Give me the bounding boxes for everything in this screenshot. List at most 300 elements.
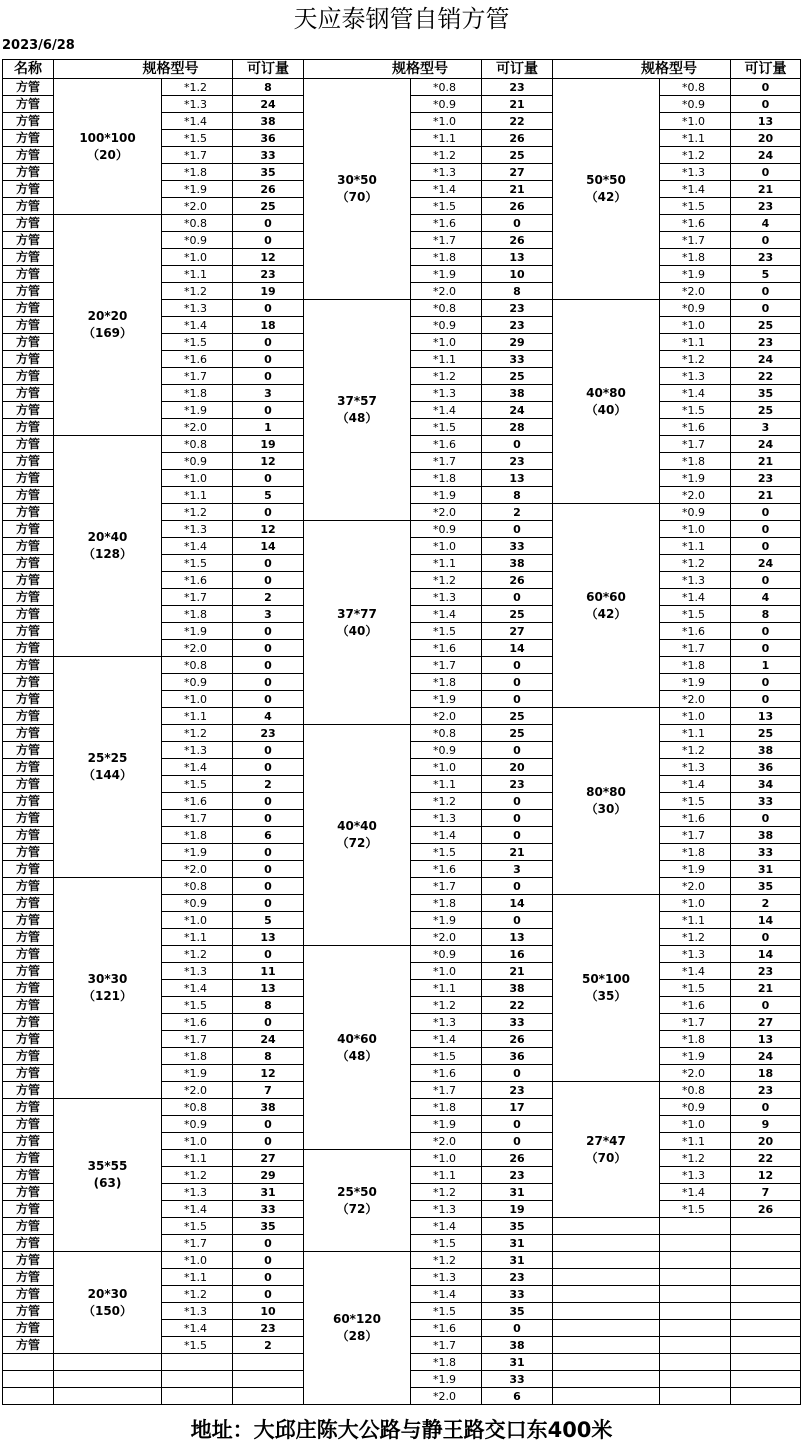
- quantity-cell: 0: [482, 810, 553, 827]
- size-group-label: [54, 436, 162, 657]
- item-name-cell: 方管: [3, 1082, 54, 1099]
- quantity-cell: 26: [482, 198, 553, 215]
- quantity-cell: 6: [482, 1388, 553, 1405]
- thickness-cell: *1.7: [411, 232, 482, 249]
- empty-cell: [553, 1235, 660, 1252]
- thickness-cell: *1.6: [411, 640, 482, 657]
- empty-cell: [553, 1269, 660, 1286]
- item-name-cell: 方管: [3, 538, 54, 555]
- item-name-cell: 方管: [3, 164, 54, 181]
- quantity-cell: 17: [482, 1099, 553, 1116]
- item-name-cell: 方管: [3, 1099, 54, 1116]
- thickness-cell: *1.1: [660, 912, 731, 929]
- address-distance: 400: [547, 1418, 592, 1442]
- thickness-cell: *0.9: [411, 521, 482, 538]
- item-name-cell: 方管: [3, 385, 54, 402]
- quantity-cell: 0: [233, 351, 304, 368]
- thickness-cell: *1.8: [411, 895, 482, 912]
- thickness-cell: *1.3: [162, 96, 233, 113]
- thickness-cell: *1.9: [162, 623, 233, 640]
- quantity-cell: 23: [731, 334, 801, 351]
- thickness-cell: *1.8: [162, 1048, 233, 1065]
- thickness-cell: *1.4: [411, 402, 482, 419]
- thickness-cell: *1.5: [162, 1218, 233, 1235]
- size-label: 40*40: [337, 819, 377, 833]
- thickness-cell: *0.8: [660, 1082, 731, 1099]
- quantity-cell: 11: [233, 963, 304, 980]
- item-name-cell: 方管: [3, 555, 54, 572]
- thickness-cell: *1.2: [162, 725, 233, 742]
- thickness-cell: *1.4: [162, 538, 233, 555]
- size-label: 37*57: [337, 394, 377, 408]
- address-line: [0, 1410, 803, 1450]
- quantity-cell: 8: [233, 79, 304, 96]
- item-name-cell: 方管: [3, 759, 54, 776]
- thickness-cell: *1.1: [660, 538, 731, 555]
- quantity-cell: 0: [731, 691, 801, 708]
- quantity-cell: 0: [233, 946, 304, 963]
- size-label: 35*55: [87, 1159, 128, 1173]
- thickness-cell: *1.9: [162, 402, 233, 419]
- thickness-cell: *1.9: [660, 470, 731, 487]
- quantity-cell: 23: [731, 249, 801, 266]
- quantity-cell: 22: [731, 368, 801, 385]
- empty-cell: [660, 1252, 731, 1269]
- size-label: 30*50: [337, 173, 377, 187]
- quantity-cell: 0: [233, 232, 304, 249]
- thickness-cell: *1.0: [162, 1133, 233, 1150]
- item-name-cell: 方管: [3, 181, 54, 198]
- thickness-cell: *2.0: [162, 198, 233, 215]
- thickness-cell: *1.4: [411, 1286, 482, 1303]
- item-name-cell: [3, 1354, 54, 1371]
- thickness-cell: *1.1: [162, 1150, 233, 1167]
- quantity-cell: 25: [731, 725, 801, 742]
- size-group-label: [553, 895, 660, 1082]
- size-count: （30）: [585, 802, 627, 816]
- quantity-cell: 35: [731, 878, 801, 895]
- thickness-cell: *1.7: [162, 147, 233, 164]
- quantity-cell: 26: [482, 232, 553, 249]
- thickness-cell: *1.6: [162, 1014, 233, 1031]
- thickness-cell: *1.8: [162, 164, 233, 181]
- thickness-cell: *1.6: [660, 419, 731, 436]
- quantity-cell: 0: [731, 232, 801, 249]
- thickness-cell: *1.6: [660, 215, 731, 232]
- thickness-cell: *1.8: [660, 1031, 731, 1048]
- header-spec: 规格型号: [553, 60, 731, 79]
- item-name-cell: 方管: [3, 1269, 54, 1286]
- thickness-cell: *0.9: [162, 674, 233, 691]
- item-name-cell: 方管: [3, 589, 54, 606]
- thickness-cell: *1.3: [411, 1201, 482, 1218]
- size-count: （42）: [585, 190, 627, 204]
- thickness-cell: *1.8: [660, 657, 731, 674]
- quantity-cell: 2: [233, 1337, 304, 1354]
- quantity-cell: 23: [482, 317, 553, 334]
- thickness-cell: *1.3: [162, 521, 233, 538]
- size-label: 20*40: [87, 530, 128, 544]
- quantity-cell: 0: [233, 640, 304, 657]
- item-name-cell: 方管: [3, 827, 54, 844]
- quantity-cell: 21: [731, 181, 801, 198]
- thickness-cell: *1.9: [411, 266, 482, 283]
- item-name-cell: 方管: [3, 470, 54, 487]
- thickness-cell: *2.0: [162, 861, 233, 878]
- quantity-cell: 24: [731, 1048, 801, 1065]
- size-label: 50*100: [581, 972, 631, 986]
- thickness-cell: *1.5: [162, 776, 233, 793]
- item-name-cell: 方管: [3, 657, 54, 674]
- thickness-cell: *2.0: [411, 1388, 482, 1405]
- quantity-cell: 0: [731, 1099, 801, 1116]
- quantity-cell: 0: [233, 215, 304, 232]
- size-group-label: [553, 504, 660, 708]
- empty-cell: [553, 1286, 660, 1303]
- thickness-cell: *1.3: [162, 300, 233, 317]
- thickness-cell: *1.0: [660, 113, 731, 130]
- header-spec: 规格型号: [304, 60, 482, 79]
- quantity-cell: 25: [731, 317, 801, 334]
- thickness-cell: *1.5: [411, 844, 482, 861]
- quantity-cell: 0: [233, 742, 304, 759]
- quantity-cell: 21: [731, 980, 801, 997]
- quantity-cell: 0: [731, 810, 801, 827]
- quantity-cell: 21: [731, 453, 801, 470]
- thickness-cell: *1.0: [162, 912, 233, 929]
- thickness-cell: *1.5: [411, 419, 482, 436]
- quantity-cell: 33: [482, 1014, 553, 1031]
- empty-cell: [233, 1388, 304, 1405]
- thickness-cell: *1.5: [411, 623, 482, 640]
- empty-cell: [162, 1388, 233, 1405]
- quantity-cell: 23: [482, 1082, 553, 1099]
- thickness-cell: *1.2: [411, 997, 482, 1014]
- thickness-cell: *1.1: [162, 1269, 233, 1286]
- quantity-cell: 27: [482, 164, 553, 181]
- thickness-cell: *1.3: [411, 1269, 482, 1286]
- quantity-cell: 31: [731, 861, 801, 878]
- empty-cell: [660, 1303, 731, 1320]
- thickness-cell: *1.8: [411, 674, 482, 691]
- item-name-cell: 方管: [3, 1303, 54, 1320]
- thickness-cell: *1.2: [660, 555, 731, 572]
- empty-cell: [54, 1371, 162, 1388]
- thickness-cell: *1.9: [660, 674, 731, 691]
- size-label: 20*30: [87, 1286, 128, 1301]
- quantity-cell: 14: [731, 946, 801, 963]
- quantity-cell: 38: [233, 1099, 304, 1116]
- size-count: （40）: [336, 623, 378, 638]
- thickness-cell: *2.0: [660, 691, 731, 708]
- thickness-cell: *1.3: [660, 759, 731, 776]
- quantity-cell: 12: [233, 1065, 304, 1082]
- thickness-cell: *1.3: [411, 589, 482, 606]
- item-name-cell: 方管: [3, 606, 54, 623]
- thickness-cell: *1.0: [660, 708, 731, 725]
- item-name-cell: 方管: [3, 249, 54, 266]
- quantity-cell: 13: [731, 1031, 801, 1048]
- size-count: （70）: [336, 190, 378, 204]
- quantity-cell: 2: [482, 504, 553, 521]
- thickness-cell: *1.1: [411, 980, 482, 997]
- table-row: [3, 1252, 801, 1269]
- quantity-cell: 35: [482, 1218, 553, 1235]
- item-name-cell: 方管: [3, 232, 54, 249]
- item-name-cell: 方管: [3, 113, 54, 130]
- quantity-cell: 5: [731, 266, 801, 283]
- size-group-label: [54, 215, 162, 436]
- thickness-cell: *0.9: [411, 742, 482, 759]
- thickness-cell: *1.9: [411, 487, 482, 504]
- quantity-cell: 31: [482, 1184, 553, 1201]
- quantity-cell: 18: [233, 317, 304, 334]
- thickness-cell: *1.7: [162, 368, 233, 385]
- thickness-cell: *1.7: [411, 878, 482, 895]
- thickness-cell: *1.0: [162, 1252, 233, 1269]
- thickness-cell: *1.3: [411, 810, 482, 827]
- thickness-cell: *1.8: [411, 470, 482, 487]
- empty-cell: [731, 1388, 801, 1405]
- size-count: （40）: [585, 402, 627, 417]
- thickness-cell: *1.2: [660, 929, 731, 946]
- quantity-cell: 25: [482, 368, 553, 385]
- item-name-cell: 方管: [3, 351, 54, 368]
- empty-cell: [162, 1354, 233, 1371]
- thickness-cell: *1.6: [162, 351, 233, 368]
- header-qty: 可订量: [731, 60, 801, 79]
- item-name-cell: 方管: [3, 878, 54, 895]
- thickness-cell: *2.0: [162, 1082, 233, 1099]
- quantity-cell: 0: [233, 623, 304, 640]
- date-label: 2023/6/28: [2, 38, 75, 53]
- thickness-cell: *1.3: [162, 963, 233, 980]
- quantity-cell: 26: [482, 1150, 553, 1167]
- thickness-cell: *1.1: [660, 130, 731, 147]
- thickness-cell: *1.6: [162, 572, 233, 589]
- thickness-cell: *1.4: [660, 1184, 731, 1201]
- quantity-cell: 0: [731, 504, 801, 521]
- empty-cell: [660, 1354, 731, 1371]
- item-name-cell: 方管: [3, 1048, 54, 1065]
- quantity-cell: 28: [482, 419, 553, 436]
- quantity-cell: 16: [482, 946, 553, 963]
- quantity-cell: 33: [731, 793, 801, 810]
- thickness-cell: *1.8: [162, 827, 233, 844]
- thickness-cell: *1.6: [411, 1065, 482, 1082]
- thickness-cell: *1.4: [660, 181, 731, 198]
- thickness-cell: *0.9: [660, 504, 731, 521]
- item-name-cell: 方管: [3, 96, 54, 113]
- size-count: （42）: [585, 606, 627, 621]
- size-label: 80*80: [586, 785, 626, 799]
- size-count: （121）: [82, 989, 133, 1003]
- quantity-cell: 19: [482, 1201, 553, 1218]
- thickness-cell: *1.7: [411, 657, 482, 674]
- quantity-cell: 7: [233, 1082, 304, 1099]
- thickness-cell: *1.5: [660, 402, 731, 419]
- thickness-cell: *1.2: [162, 1167, 233, 1184]
- item-name-cell: 方管: [3, 1184, 54, 1201]
- thickness-cell: *1.0: [411, 538, 482, 555]
- quantity-cell: 0: [482, 436, 553, 453]
- empty-cell: [553, 1252, 660, 1269]
- empty-cell: [731, 1252, 801, 1269]
- thickness-cell: *1.2: [660, 1150, 731, 1167]
- thickness-cell: *1.5: [660, 1201, 731, 1218]
- thickness-cell: *1.8: [162, 385, 233, 402]
- thickness-cell: *1.4: [660, 385, 731, 402]
- item-name-cell: 方管: [3, 963, 54, 980]
- thickness-cell: *1.3: [162, 1184, 233, 1201]
- thickness-cell: *2.0: [162, 640, 233, 657]
- item-name-cell: 方管: [3, 266, 54, 283]
- quantity-cell: 26: [482, 130, 553, 147]
- size-count: （72）: [336, 836, 378, 850]
- item-name-cell: 方管: [3, 912, 54, 929]
- quantity-cell: 0: [731, 640, 801, 657]
- quantity-cell: 0: [233, 844, 304, 861]
- quantity-cell: 0: [482, 742, 553, 759]
- thickness-cell: *1.0: [660, 521, 731, 538]
- quantity-cell: 0: [482, 657, 553, 674]
- address-text: 地址：大邱庄陈大公路与静王路交口东: [190, 1417, 548, 1442]
- quantity-cell: 0: [233, 1014, 304, 1031]
- quantity-cell: 13: [233, 929, 304, 946]
- quantity-cell: 8: [482, 487, 553, 504]
- item-name-cell: 方管: [3, 504, 54, 521]
- quantity-cell: 1: [233, 419, 304, 436]
- thickness-cell: *1.7: [162, 589, 233, 606]
- quantity-cell: 25: [482, 725, 553, 742]
- quantity-cell: 13: [482, 470, 553, 487]
- quantity-cell: 0: [731, 79, 801, 96]
- thickness-cell: *0.9: [162, 895, 233, 912]
- thickness-cell: *1.3: [411, 385, 482, 402]
- size-label: 60*60: [586, 589, 626, 604]
- quantity-cell: 1: [731, 657, 801, 674]
- empty-cell: [233, 1354, 304, 1371]
- quantity-cell: 3: [233, 385, 304, 402]
- thickness-cell: *1.7: [660, 232, 731, 249]
- empty-cell: [553, 1388, 660, 1405]
- header-row: [3, 60, 801, 79]
- thickness-cell: *1.1: [660, 334, 731, 351]
- item-name-cell: 方管: [3, 1235, 54, 1252]
- size-count: （28）: [336, 1329, 378, 1343]
- thickness-cell: *1.0: [411, 963, 482, 980]
- quantity-cell: 0: [233, 1133, 304, 1150]
- thickness-cell: *1.7: [162, 1031, 233, 1048]
- thickness-cell: *1.3: [660, 368, 731, 385]
- quantity-cell: 8: [233, 1048, 304, 1065]
- empty-cell: [660, 1218, 731, 1235]
- thickness-cell: *1.4: [660, 963, 731, 980]
- quantity-cell: 23: [482, 776, 553, 793]
- quantity-cell: 6: [233, 827, 304, 844]
- thickness-cell: *1.4: [162, 317, 233, 334]
- thickness-cell: *0.8: [411, 725, 482, 742]
- quantity-cell: 38: [482, 555, 553, 572]
- thickness-cell: *1.2: [162, 1286, 233, 1303]
- quantity-cell: 29: [482, 334, 553, 351]
- quantity-cell: 19: [233, 283, 304, 300]
- thickness-cell: *0.8: [162, 1099, 233, 1116]
- thickness-cell: *1.2: [162, 946, 233, 963]
- quantity-cell: 38: [233, 113, 304, 130]
- quantity-cell: 38: [731, 827, 801, 844]
- thickness-cell: *1.3: [162, 742, 233, 759]
- thickness-cell: *0.9: [162, 1116, 233, 1133]
- empty-cell: [553, 1303, 660, 1320]
- quantity-cell: 4: [233, 708, 304, 725]
- thickness-cell: *1.9: [411, 691, 482, 708]
- size-count: （70）: [585, 1150, 627, 1165]
- quantity-cell: 0: [482, 793, 553, 810]
- size-group-label: [54, 657, 162, 878]
- quantity-cell: 0: [482, 912, 553, 929]
- quantity-cell: 0: [482, 674, 553, 691]
- thickness-cell: *1.6: [411, 861, 482, 878]
- quantity-cell: 23: [482, 1167, 553, 1184]
- size-count: （72）: [336, 1201, 378, 1216]
- quantity-cell: 38: [731, 742, 801, 759]
- empty-cell: [162, 1371, 233, 1388]
- size-group-label: [54, 878, 162, 1099]
- thickness-cell: *1.3: [411, 1014, 482, 1031]
- thickness-cell: *0.8: [162, 657, 233, 674]
- item-name-cell: 方管: [3, 572, 54, 589]
- empty-cell: [553, 1218, 660, 1235]
- quantity-cell: 7: [731, 1184, 801, 1201]
- quantity-cell: 19: [233, 436, 304, 453]
- quantity-cell: 36: [482, 1048, 553, 1065]
- quantity-cell: 34: [731, 776, 801, 793]
- quantity-cell: 0: [233, 793, 304, 810]
- item-name-cell: 方管: [3, 521, 54, 538]
- thickness-cell: *1.3: [660, 946, 731, 963]
- thickness-cell: *1.1: [411, 776, 482, 793]
- item-name-cell: 方管: [3, 929, 54, 946]
- size-label: 100*100: [79, 130, 136, 145]
- thickness-cell: *1.0: [162, 691, 233, 708]
- size-count: （169）: [82, 326, 133, 340]
- empty-cell: [553, 1354, 660, 1371]
- quantity-cell: 23: [731, 963, 801, 980]
- thickness-cell: *1.7: [162, 1235, 233, 1252]
- thickness-cell: *1.4: [411, 606, 482, 623]
- quantity-cell: 2: [233, 589, 304, 606]
- quantity-cell: 0: [233, 300, 304, 317]
- thickness-cell: *1.5: [162, 997, 233, 1014]
- quantity-cell: 0: [482, 215, 553, 232]
- item-name-cell: 方管: [3, 1320, 54, 1337]
- empty-cell: [731, 1235, 801, 1252]
- empty-cell: [731, 1303, 801, 1320]
- quantity-cell: 20: [482, 759, 553, 776]
- thickness-cell: *2.0: [660, 878, 731, 895]
- size-group-label: [304, 1252, 411, 1405]
- thickness-cell: *1.6: [660, 997, 731, 1014]
- thickness-cell: *1.7: [411, 1082, 482, 1099]
- thickness-cell: *1.9: [411, 1116, 482, 1133]
- item-name-cell: 方管: [3, 742, 54, 759]
- quantity-cell: 0: [731, 300, 801, 317]
- quantity-cell: 29: [233, 1167, 304, 1184]
- quantity-cell: 26: [482, 572, 553, 589]
- empty-cell: [660, 1320, 731, 1337]
- thickness-cell: *1.2: [411, 1184, 482, 1201]
